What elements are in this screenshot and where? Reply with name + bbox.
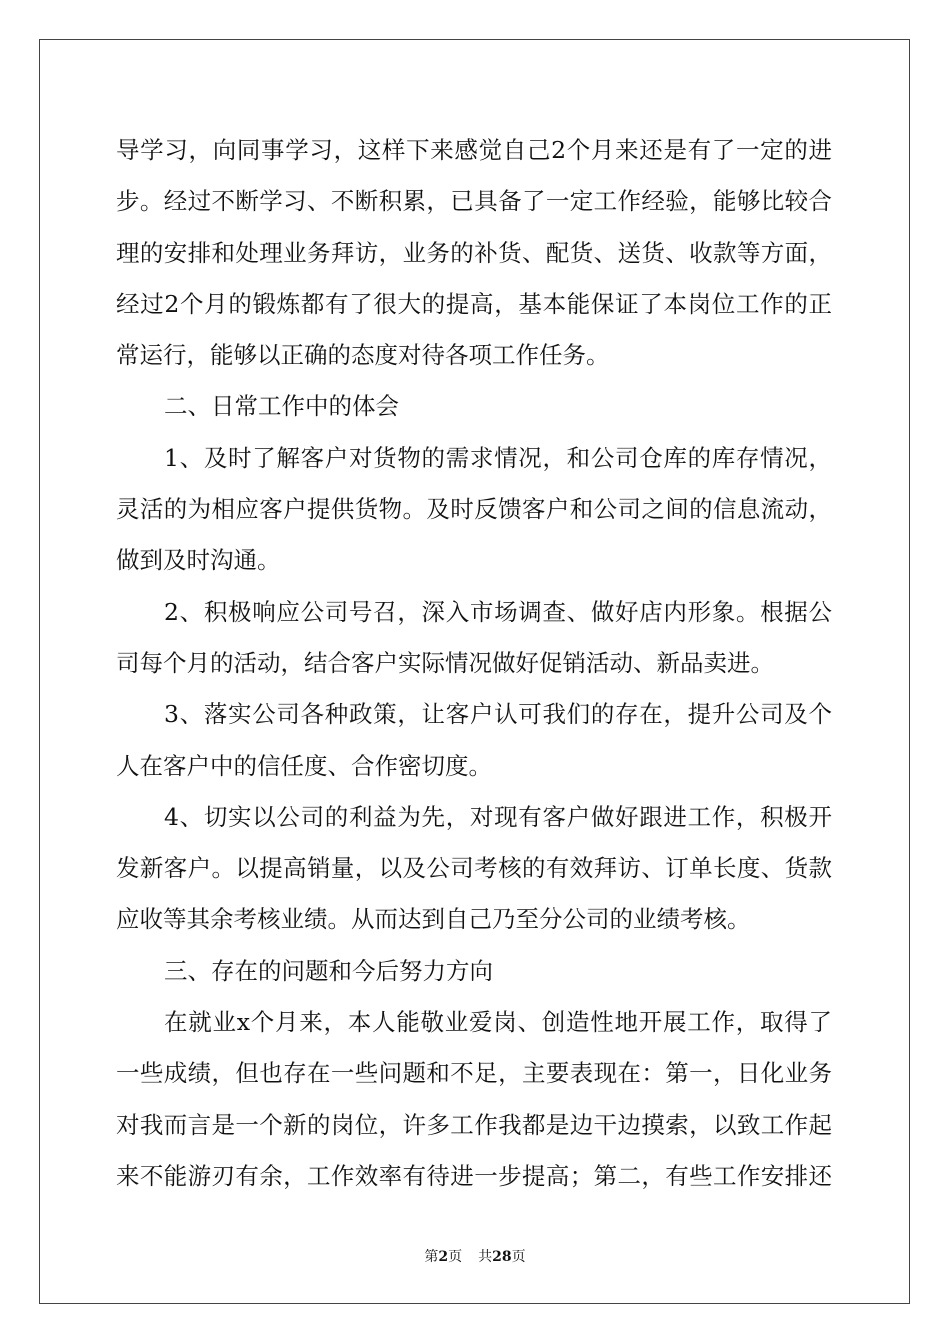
text-line: 理的安排和处理业务拜访，业务的补货、配货、送货、收款等方面，: [116, 238, 832, 267]
page-number: 2: [438, 1249, 449, 1265]
document-body: [116, 128, 832, 1205]
text-line: 经过2个月的锻炼都有了很大的提高，基本能保证了本岗位工作的正: [116, 289, 832, 318]
text-line: 导学习，向同事学习，这样下来感觉自己2个月来还是有了一定的进: [116, 136, 832, 164]
total-pages: 28: [492, 1249, 512, 1265]
text-line: 常运行，能够以正确的态度对待各项工作任务。: [116, 341, 610, 370]
page-prefix: 第: [424, 1249, 439, 1265]
section-heading: 二、日常工作中的体会: [164, 392, 399, 421]
total-suffix: 页: [511, 1249, 526, 1265]
text-line: 3、落实公司各种政策，让客户认可我们的存在，提升公司及个: [164, 700, 832, 729]
text-line: 1、及时了解客户对货物的需求情况，和公司仓库的库存情况，: [164, 443, 832, 472]
section-heading: 三、存在的问题和今后努力方向: [164, 956, 493, 985]
page-footer: [0, 1247, 950, 1267]
text-line: 步。经过不断学习、不断积累，已具备了一定工作经验，能够比较合: [116, 187, 832, 216]
text-line: 做到及时沟通。: [116, 546, 281, 575]
text-line: 司每个月的活动，结合客户实际情况做好促销活动、新品卖进。: [116, 648, 774, 677]
text-line: 在就业x个月来，本人能敬业爱岗、创造性地开展工作，取得了: [164, 1008, 832, 1037]
text-line: 灵活的为相应客户提供货物。及时反馈客户和公司之间的信息流动，: [116, 495, 832, 524]
text-line: 一些成绩，但也存在一些问题和不足，主要表现在：第一，日化业务: [116, 1059, 832, 1088]
total-prefix: 共: [478, 1249, 493, 1265]
text-line: 人在客户中的信任度、合作密切度。: [116, 751, 492, 780]
text-line: 应收等其余考核业绩。从而达到自己乃至分公司的业绩考核。: [116, 905, 751, 934]
text-line: 4、切实以公司的利益为先，对现有客户做好跟进工作，积极开: [164, 802, 832, 831]
text-line: 2、积极响应公司号召，深入市场调查、做好店内形象。根据公: [164, 597, 832, 626]
text-line: 对我而言是一个新的岗位，许多工作我都是边干边摸索，以致工作起: [116, 1110, 832, 1139]
page-suffix: 页: [448, 1249, 463, 1265]
text-line: 来不能游刃有余，工作效率有待进一步提高；第二，有些工作安排还: [116, 1161, 832, 1190]
text-line: 发新客户。以提高销量，以及公司考核的有效拜访、订单长度、货款: [116, 854, 832, 883]
